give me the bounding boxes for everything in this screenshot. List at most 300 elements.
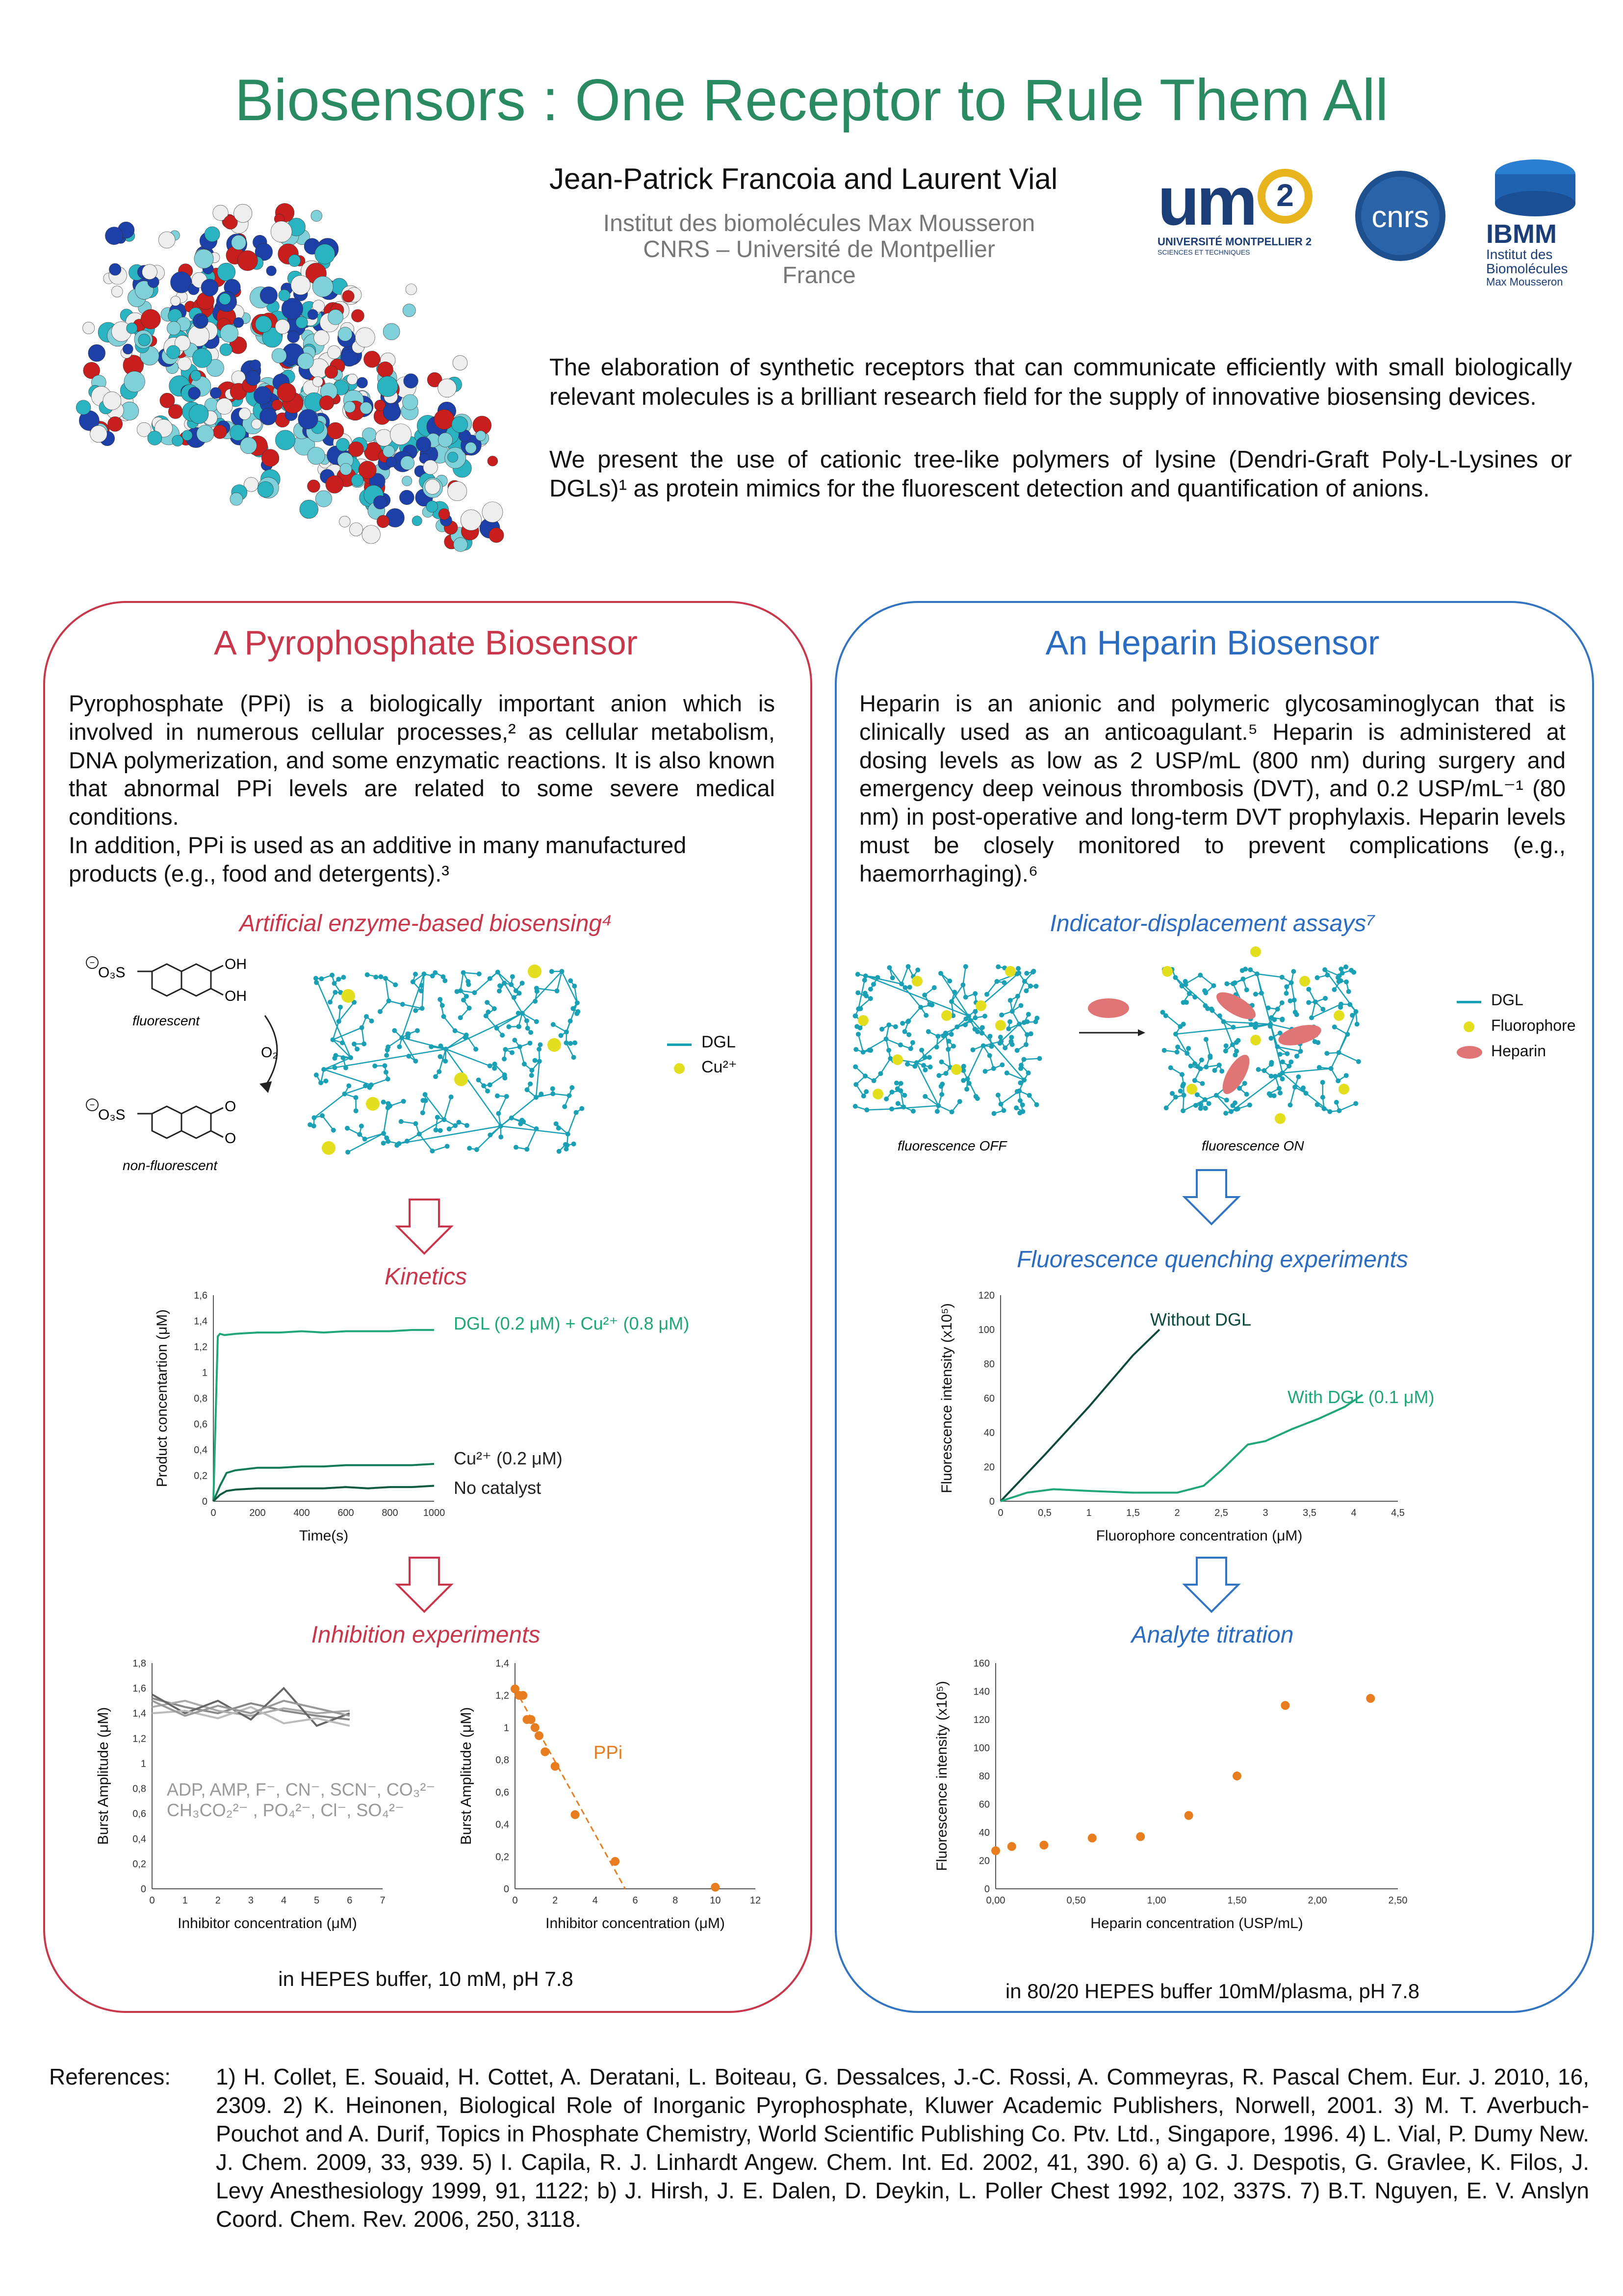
dgl-node [1181, 1022, 1186, 1027]
molecule-atom [260, 287, 277, 304]
dgl-node [1353, 1101, 1358, 1106]
dgl-node [954, 1024, 959, 1029]
dgl-node [974, 1094, 979, 1099]
molecule-atom [237, 251, 258, 271]
dgl-node [1294, 1054, 1299, 1059]
dgl-node [1280, 1076, 1285, 1081]
dgl-node [1306, 987, 1311, 991]
down-arrow-icon [1182, 1168, 1241, 1226]
dgl-node [1224, 1097, 1229, 1102]
dgl-node [973, 1009, 978, 1014]
cu-dot [366, 1097, 380, 1111]
dgl-node [453, 1123, 458, 1128]
dgl-node [1031, 969, 1036, 974]
dgl-node [1173, 1032, 1178, 1037]
affiliation-line: France [782, 262, 856, 288]
dgl-node [1219, 1069, 1224, 1073]
y-tick-label: 1,8 [132, 1658, 146, 1669]
cu-dot [892, 1054, 903, 1065]
dgl-node [1027, 1093, 1032, 1098]
x-tick-label: 0 [149, 1895, 155, 1906]
dgl-node [1329, 1066, 1334, 1071]
dgl-node [421, 971, 426, 976]
molecule-atom [190, 370, 201, 381]
dgl-branch [568, 1113, 576, 1134]
molecule-atom [197, 315, 208, 327]
dgl-node [960, 983, 965, 988]
heparin-title: An Heparin Biosensor [1045, 624, 1380, 662]
dgl-node [571, 1142, 576, 1147]
x-tick-label: 0,5 [1038, 1508, 1052, 1518]
dgl-node [1020, 1102, 1025, 1107]
dgl-node [323, 1078, 328, 1083]
dgl-node [1289, 980, 1294, 985]
dgl-node [346, 1083, 351, 1088]
dgl-node [999, 1013, 1004, 1018]
dgl-node [381, 1099, 386, 1104]
y-tick-label: 60 [979, 1799, 990, 1810]
x-tick-label: 7 [380, 1895, 386, 1906]
dgl-node [443, 1046, 448, 1051]
dgl-branch [490, 1075, 505, 1085]
dgl-node [1016, 966, 1021, 971]
x-tick-label: 400 [293, 1508, 310, 1518]
dgl-node [328, 1000, 333, 1005]
y-tick-label: 0,4 [132, 1833, 146, 1845]
dgl-branch [1291, 983, 1294, 1000]
ibmm-logo [1486, 155, 1589, 297]
molecule-atom [297, 353, 313, 369]
dgl-node [506, 1024, 511, 1029]
y-tick-label: 40 [979, 1827, 990, 1838]
dgl-branch [1331, 1052, 1339, 1069]
dgl-node [939, 1059, 944, 1064]
dgl-node [1217, 1063, 1222, 1068]
x-tick-label: 0,00 [986, 1895, 1005, 1906]
dgl-node [1024, 971, 1029, 976]
dgl-node [496, 1111, 501, 1116]
dgl-node [1029, 1031, 1033, 1036]
dgl-node [961, 1064, 966, 1069]
dgl-node [983, 1069, 988, 1074]
dgl-node [1292, 1085, 1297, 1090]
dgl-branch [941, 973, 969, 1016]
dgl-node [472, 990, 477, 995]
molecule-atom [328, 310, 343, 325]
dgl-node [564, 1030, 569, 1035]
dgl-node [878, 1071, 883, 1076]
x-tick-label: 2 [1174, 1508, 1180, 1518]
dgl-node [559, 969, 564, 974]
dgl-node [384, 1070, 388, 1075]
dgl-node [894, 1081, 899, 1086]
series-line [213, 1330, 434, 1501]
dgl-node [902, 1093, 907, 1098]
dgl-node [419, 983, 424, 988]
y-tick-label: 1,4 [194, 1316, 207, 1327]
cu-dot [341, 989, 355, 1003]
molecule-atom [426, 501, 438, 513]
dgl-node [1294, 1012, 1299, 1017]
dgl-node [429, 1044, 434, 1049]
svg-text:−: − [89, 1100, 95, 1110]
y-axis-label: Fluorescence intensity (x10⁵) [934, 1681, 950, 1871]
dgl-branch [1257, 974, 1262, 993]
references-text: 1) H. Collet, E. Souaid, H. Cottet, A. Deratani, L. Boiteau, G. Dessalces, J.-C. Rossi, A. Commeyras, R. Pascal Chem. Eur. J. 2010, 16, 2309. 2) K. Heinonen, Biological Role of Inorganic Pyrophosphate, Kluwer Academic Publishers, Norwell, 2001. 3) M. T. Averbuch-Pouchot and A. Durif, Topics in Phosphate Chemistry, World Scientific Publishing Co. Ptv. Ltd., Singapore, 1996. 4) L. Vial, P. Dumy New. J. Chem. 2009, 33, 939. 5) I. Capila, R. J. Linhardt Angew. Chem. Int. Ed. 2002, 41, 390. 6) a) G. J. Despotis, G. Gravlee, K. Filos, J. Levy Anesthesiology 1999, 91, 1122; b) J. Hirsh, J. E. Dalen, D. Deykin, L. Poller Chest 1992, 102, 337S. 7) B.T. Nguyen, E. V. Anslyn Coord. Chem. Rev. 2006, 250, 3118. [216, 2064, 1589, 2232]
kinetics-title: Kinetics [384, 1264, 467, 1290]
dgl-node [1034, 1102, 1039, 1107]
dgl-node [502, 981, 507, 986]
dgl-node [386, 998, 391, 1003]
molecule-atom [327, 422, 344, 439]
y-tick-label: 100 [978, 1325, 995, 1335]
dgl-node [1266, 1006, 1271, 1011]
dgl-branch [386, 978, 389, 1001]
dgl-node [1229, 1109, 1234, 1114]
intro-paragraph: The elaboration of synthetic receptors that can communicate efficiently with small biologically relevant molecules is a brilliant research field for the supply of innovative biosensing devices. [549, 354, 1572, 410]
molecule-atom [205, 227, 220, 242]
ibmm-logo-mark [1486, 155, 1584, 218]
dgl-node [314, 980, 319, 985]
dgl-node [1006, 1026, 1011, 1031]
molecule-atom [255, 316, 272, 333]
dgl-node [1284, 984, 1289, 989]
molecule-atom [158, 232, 175, 248]
data-point [1007, 1842, 1016, 1851]
dgl-node [568, 978, 573, 983]
dgl-node [318, 1080, 323, 1085]
dgl-node [941, 1033, 946, 1038]
dgl-node [1256, 1067, 1261, 1072]
legend-line-icon [1457, 1001, 1481, 1003]
dgl-node [1244, 988, 1249, 992]
dgl-node [922, 1055, 927, 1060]
dgl-node [1028, 984, 1033, 989]
dgl-node [399, 1119, 404, 1124]
dgl-node [1186, 1046, 1191, 1051]
x-tick-label: 3 [248, 1895, 254, 1906]
molecule-atom [378, 362, 393, 377]
dgl-node [1022, 979, 1027, 984]
dgl-node [1317, 1065, 1322, 1070]
dgl-node [1309, 1015, 1314, 1020]
sulfonate-label: O₃S [98, 1107, 126, 1123]
dgl-node [534, 1095, 539, 1100]
data-point [1088, 1834, 1097, 1843]
dgl-node [386, 1101, 391, 1106]
dgl-node [365, 972, 370, 977]
dgl-node [1018, 1080, 1023, 1085]
dgl-node [430, 1148, 435, 1153]
dgl-node [572, 1041, 577, 1045]
molecule-atom [489, 528, 504, 543]
dgl-node [1280, 1060, 1285, 1065]
dgl-node [1168, 1065, 1173, 1070]
dgl-node [502, 1057, 507, 1062]
dgl-node [1320, 1095, 1325, 1100]
molecule-atom [399, 490, 414, 505]
dgl-node [381, 1141, 386, 1146]
molecule-atom [308, 310, 318, 320]
dgl-node [1248, 967, 1253, 972]
dgl-branch [948, 1049, 950, 1068]
dgl-node [495, 1094, 500, 1098]
dgl-node [858, 1006, 863, 1011]
dgl-node [320, 1113, 325, 1118]
dgl-node [902, 1029, 907, 1034]
dgl-node [1175, 1044, 1180, 1049]
molecule-atom [168, 405, 182, 419]
dgl-branch [527, 1129, 536, 1149]
dgl-node [420, 1110, 425, 1115]
data-point [531, 1723, 540, 1732]
dgl-node [466, 982, 471, 987]
data-point [535, 1731, 543, 1740]
dgl-node [473, 1047, 478, 1052]
dgl-node [498, 1123, 503, 1128]
dgl-node [886, 1048, 891, 1053]
molecule-atom [240, 437, 257, 454]
legend-dot-icon [674, 1063, 685, 1074]
dgl-node [918, 1005, 923, 1010]
dgl-node [568, 1041, 573, 1046]
dgl-node [510, 1050, 515, 1055]
molecule-atom [178, 357, 191, 370]
x-tick-label: 1 [182, 1895, 188, 1906]
carbonyl-label: O [225, 1098, 236, 1115]
molecule-atom [261, 449, 279, 467]
dgl-node [863, 991, 868, 996]
poster-title: Biosensors : One Receptor to Rule Them All [234, 67, 1389, 133]
dgl-node [939, 1084, 944, 1089]
dgl-node [438, 1044, 443, 1048]
molecule-atom [373, 496, 387, 509]
fluorescence-off-label: fluorescence OFF [898, 1138, 1007, 1153]
dgl-node [921, 1063, 926, 1068]
dgl-node [1347, 1002, 1352, 1007]
dgl-node [486, 1010, 490, 1015]
molecule-atom [171, 296, 180, 306]
kinetics-chart [147, 1285, 795, 1560]
dgl-node [899, 1081, 903, 1086]
dgl-node [922, 992, 927, 997]
dgl-branch [1224, 1021, 1271, 1024]
dgl-node [1346, 989, 1351, 994]
dgl-node [951, 1044, 956, 1048]
ibmm-caption: Max Mousseron [1486, 275, 1563, 288]
dgl-node [1000, 1062, 1005, 1067]
dgl-node [1005, 1070, 1009, 1075]
dgl-node [946, 1039, 951, 1044]
dgl-node [927, 1055, 932, 1060]
cu-dot [1339, 1084, 1349, 1095]
ibmm-caption: Biomolécules [1486, 261, 1568, 277]
dgl-node [485, 1089, 490, 1094]
dgl-node [381, 1131, 386, 1136]
data-point [991, 1846, 1000, 1855]
dgl-node [1324, 1051, 1329, 1056]
molecule-atom [386, 457, 396, 467]
dgl-node [1199, 1057, 1204, 1062]
dgl-node [1323, 996, 1328, 1001]
y-tick-label: 0,2 [495, 1852, 509, 1863]
dgl-node [332, 1056, 337, 1061]
dgl-node [348, 1055, 353, 1060]
dgl-node [488, 1064, 492, 1069]
dgl-node [1280, 1018, 1285, 1022]
cu-dot [858, 1015, 869, 1026]
cu-dot [1275, 1113, 1286, 1124]
pyrophosphate-paragraph: In addition, PPi is used as an additive in many manufactured products (e.g., food and detergents).³ [69, 832, 687, 887]
ibmm-caption: Institut des [1486, 247, 1553, 262]
dgl-node [434, 1127, 438, 1132]
x-tick-label: 800 [382, 1508, 398, 1518]
dgl-node [973, 1016, 978, 1020]
molecule-atom [194, 249, 213, 268]
series-label: Without DGL [1150, 1309, 1252, 1330]
dgl-node [854, 1024, 859, 1029]
dgl-node [415, 1028, 420, 1033]
dgl-node [1332, 987, 1337, 992]
dgl-node [1268, 1036, 1273, 1041]
dgl-node [1214, 1093, 1219, 1098]
dgl-node [413, 1059, 418, 1064]
y-tick-label: 1,2 [132, 1733, 146, 1745]
molecule-atom [377, 376, 398, 397]
dgl-node [1182, 1093, 1186, 1097]
molecule-atom [312, 376, 323, 387]
dgl-node [1269, 1060, 1274, 1065]
dgl-node [915, 967, 920, 972]
dgl-node [1269, 1074, 1274, 1079]
legend-label: DGL [1491, 991, 1523, 1009]
dgl-node [512, 1038, 517, 1043]
dgl-branch [1339, 1052, 1359, 1061]
dgl-node [872, 1078, 876, 1083]
dgl-node [332, 981, 337, 986]
dgl-node [383, 976, 388, 981]
molecule-atom [402, 476, 412, 486]
x-tick-label: 8 [672, 1895, 678, 1906]
dgl-node [340, 1041, 345, 1045]
molecule-atom [453, 356, 467, 370]
dgl-node [438, 997, 442, 1002]
x-tick-label: 12 [749, 1895, 761, 1906]
dgl-branch [362, 1028, 364, 1044]
dgl-node [950, 1109, 954, 1114]
cu-dot [912, 976, 923, 987]
molecule-atom [349, 522, 362, 536]
y-tick-label: 1,4 [132, 1708, 146, 1720]
molecule-atom [298, 409, 318, 429]
dgl-node [555, 989, 560, 993]
legend-item-dgl [667, 1033, 765, 1057]
dgl-node [871, 982, 876, 987]
dgl-node [1017, 1111, 1022, 1116]
dgl-node [1037, 1056, 1042, 1061]
molecule-atom [254, 387, 272, 405]
dgl-node [311, 1115, 316, 1120]
molecule-atom [250, 360, 261, 370]
molecule-atom [258, 481, 273, 497]
dgl-node [970, 1047, 975, 1052]
dgl-branch [1283, 1069, 1331, 1073]
dgl-node [855, 972, 860, 977]
dgl-node [497, 989, 502, 993]
fluorescent-label: fluorescent [132, 1013, 200, 1028]
dgl-node [442, 978, 447, 983]
x-tick-label: 10 [710, 1895, 721, 1906]
y-tick-label: 0,2 [194, 1470, 207, 1482]
y-tick-label: 1,2 [495, 1690, 509, 1701]
dgl-branch [1216, 1096, 1231, 1112]
x-tick-label: 2 [552, 1895, 558, 1906]
dgl-node [996, 965, 1001, 969]
y-tick-label: 1,2 [194, 1342, 207, 1353]
dgl-node [1198, 1106, 1203, 1111]
dgl-node [1198, 973, 1203, 978]
dgl-node [912, 1064, 917, 1069]
dgl-node [319, 976, 324, 981]
legend-item-cu [667, 1057, 765, 1082]
molecule-atom [416, 437, 431, 451]
dgl-node [321, 1067, 326, 1072]
dgl-node [1339, 966, 1343, 971]
molecule-atom [108, 417, 123, 431]
hydroxyl-label: OH [225, 956, 247, 972]
cu-dot [528, 965, 541, 978]
dgl-node [461, 970, 466, 975]
dgl-node [569, 1085, 574, 1090]
affiliation [549, 211, 1089, 288]
molecule-atom [272, 348, 286, 363]
dgl-node [1320, 1007, 1325, 1012]
dgl-node [862, 978, 867, 983]
data-point [711, 1883, 720, 1892]
molecule-atom [448, 481, 467, 500]
dgl-node [1236, 1106, 1240, 1111]
dgl-node [463, 1035, 467, 1040]
dgl-node [525, 1087, 530, 1092]
molecule-atom [124, 371, 145, 392]
molecule-atom [127, 323, 137, 334]
dgl-node [564, 1147, 568, 1151]
molecule-atom [311, 210, 322, 221]
dgl-node [879, 1027, 884, 1032]
carbonyl-label: O [225, 1130, 236, 1147]
y-tick-label: 0,2 [132, 1858, 146, 1870]
y-tick-label: 1,4 [495, 1658, 509, 1669]
molecule-atom [216, 398, 232, 415]
molecule-atom [351, 310, 364, 322]
molecule-atom [252, 419, 261, 429]
dgl-node [901, 1104, 906, 1109]
molecule-atom [383, 445, 395, 457]
dgl-branch [444, 1097, 451, 1120]
molecule-atom [90, 425, 107, 443]
dgl-node [1337, 979, 1341, 984]
dgl-node [568, 1018, 573, 1023]
dgl-branch [553, 1094, 569, 1096]
molecule-atom [476, 431, 486, 441]
dgl-node [1288, 998, 1293, 1003]
molecule-illustration [39, 142, 520, 584]
molecule-atom [438, 379, 457, 397]
x-tick-label: 4 [592, 1895, 598, 1906]
data-point [611, 1857, 619, 1866]
x-tick-label: 600 [337, 1508, 354, 1518]
dgl-node [968, 1018, 973, 1023]
